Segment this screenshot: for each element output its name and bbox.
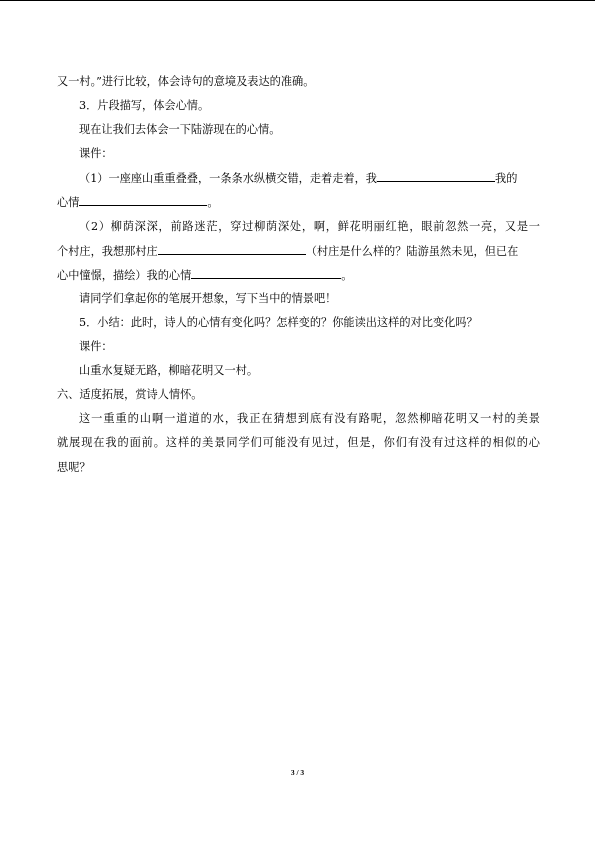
text-span: （1）一座座山重重叠叠，一条条水纵横交错，走着走着，我 xyxy=(79,172,377,186)
text-line xyxy=(57,243,540,258)
header-rule xyxy=(0,0,595,1)
fill-blank-line xyxy=(158,243,306,255)
text-span: 就展现在我的面前。这样的美景同学们可能没有见过，但是，你们有没有过这样的相似的心 xyxy=(57,436,540,450)
text-span: 我的 xyxy=(495,172,518,186)
text-span: 这一重重的山啊一道道的水，我正在猜想到底有没有路呢，忽然柳暗花明又一村的美景 xyxy=(79,412,540,426)
text-line xyxy=(57,122,540,137)
section-heading xyxy=(57,387,540,402)
text-span: （2）柳荫深深，前路迷茫，穿过柳荫深处，啊，鲜花明丽红艳，眼前忽然一亮，又是一 xyxy=(79,219,540,233)
text-span: 课件： xyxy=(79,147,113,161)
text-line xyxy=(57,267,540,282)
courseware-label xyxy=(57,146,540,161)
text-span: 。 xyxy=(207,196,219,210)
text-line xyxy=(57,170,540,185)
text-span: 请同学们拿起你的笔展开想象，写下当中的情景吧！ xyxy=(79,291,337,305)
poem-line xyxy=(57,363,540,378)
text-span: （村庄是什么样的？陆游虽然未见，但已在 xyxy=(305,244,519,258)
text-span: 心中憧憬，描绘）我的心情 xyxy=(57,268,192,282)
text-span: 个村庄，我想那村庄 xyxy=(57,244,158,258)
text-span: 3．片段描写，体会心情。 xyxy=(79,99,210,113)
text-line xyxy=(57,74,540,89)
text-span: 山重水复疑无路，柳暗花明又一村。 xyxy=(79,364,259,378)
courseware-label xyxy=(57,339,540,354)
fill-blank-line xyxy=(377,170,495,182)
text-span: 现在让我们去体会一下陆游现在的心情。 xyxy=(79,123,281,137)
section-heading xyxy=(57,98,540,113)
section-heading xyxy=(57,315,540,330)
text-span: 又一村。”进行比较，体会诗句的意境及表达的准确。 xyxy=(57,75,315,88)
text-line xyxy=(57,460,540,475)
text-line xyxy=(57,291,540,306)
page-number: 3 / 3 xyxy=(290,768,305,777)
text-span: 六、适度拓展，赏诗人情怀。 xyxy=(57,388,203,402)
fill-blank-line xyxy=(191,267,341,279)
text-line xyxy=(57,194,540,209)
text-span: 心情 xyxy=(57,196,80,210)
text-span: 。 xyxy=(341,268,353,282)
document-body xyxy=(57,74,540,484)
text-span: 课件： xyxy=(79,340,113,354)
text-span: 5．小结：此时，诗人的心情有变化吗？怎样变的？你能读出这样的对比变化吗？ xyxy=(79,315,478,329)
text-span: 思呢？ xyxy=(57,460,91,474)
text-line xyxy=(57,411,540,426)
fill-blank-line xyxy=(79,194,207,206)
text-line xyxy=(57,219,540,234)
text-line xyxy=(57,435,540,450)
